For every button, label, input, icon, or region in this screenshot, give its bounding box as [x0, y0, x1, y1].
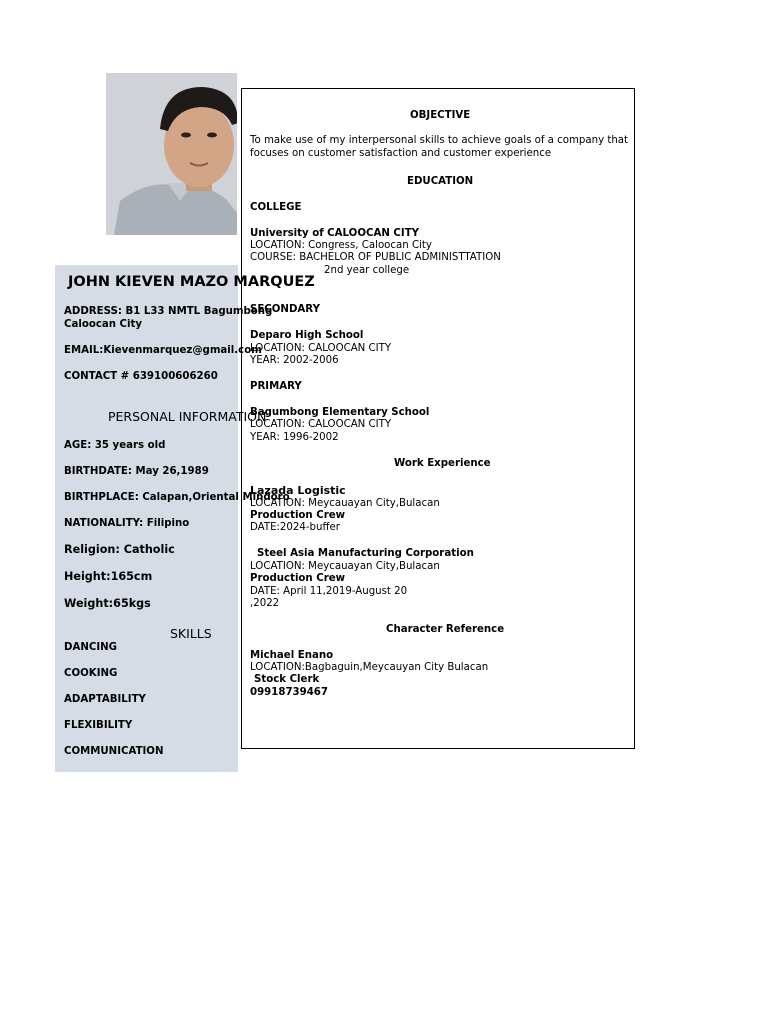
secondary-school: Deparo High School — [250, 330, 364, 341]
college-school: University of CALOOCAN CITY — [250, 228, 420, 239]
job-position: Production Crew — [250, 510, 346, 521]
job-location: LOCATION: Meycauayan City,Bulacan — [250, 561, 440, 572]
job-location: LOCATION: Meycauayan City,Bulacan — [250, 498, 440, 509]
objective-heading: OBJECTIVE — [410, 110, 471, 121]
skills-heading: SKILLS — [170, 626, 212, 641]
primary-school: Bagumbong Elementary School — [250, 407, 430, 418]
education-heading: EDUCATION — [407, 176, 474, 187]
portrait-image — [106, 73, 237, 235]
college-course: COURSE: BACHELOR OF PUBLIC ADMINISTTATION — [250, 252, 501, 263]
secondary-location: LOCATION: CALOOCAN CITY — [250, 343, 392, 354]
objective-line-1: To make use of my interpersonal skills to achieve goals of a company that — [250, 135, 629, 146]
nationality: NATIONALITY: Filipino — [64, 518, 190, 529]
contact-number: CONTACT # 639100606260 — [64, 371, 218, 382]
weight: Weight:65kgs — [64, 597, 151, 610]
primary-location: LOCATION: CALOOCAN CITY — [250, 419, 392, 430]
skill-item: ADAPTABILITY — [64, 694, 146, 705]
secondary-year: YEAR: 2002-2006 — [250, 355, 339, 366]
job-date-line-2: ,2022 — [250, 598, 280, 609]
religion: Religion: Catholic — [64, 543, 175, 556]
personal-info-heading: PERSONAL INFORMATION — [108, 409, 267, 424]
objective-line-2: focuses on customer satisfaction and customer experience — [250, 148, 552, 159]
birthplace: BIRTHPLACE: Calapan,Oriental Mindoro — [64, 492, 290, 503]
college-year-level: 2nd year college — [324, 265, 410, 276]
college-location: LOCATION: Congress, Caloocan City — [250, 240, 432, 251]
work-heading: Work Experience — [394, 458, 491, 469]
skill-item: COMMUNICATION — [64, 746, 164, 757]
primary-year: YEAR: 1996-2002 — [250, 432, 339, 443]
address-line-1: ADDRESS: B1 L33 NMTL Bagumbong — [64, 306, 273, 317]
reference-location: LOCATION:Bagbaguin,Meycauyan City Bulacan — [250, 662, 489, 673]
reference-phone: 09918739467 — [250, 687, 328, 698]
address-line-2: Caloocan City — [64, 319, 143, 330]
reference-name: Michael Enano — [250, 650, 334, 661]
secondary-label: SECONDARY — [250, 304, 320, 315]
job-company: Lazada Logistic — [250, 484, 346, 497]
job-position: Production Crew — [250, 573, 346, 584]
primary-label: PRIMARY — [250, 381, 302, 392]
height: Height:165cm — [64, 570, 153, 583]
reference-position: Stock Clerk — [254, 674, 320, 685]
email: EMAIL:Kievenmarquez@gmail.com — [64, 345, 262, 356]
age: AGE: 35 years old — [64, 440, 166, 451]
job-date: DATE:2024-buffer — [250, 522, 340, 533]
reference-heading: Character Reference — [386, 624, 505, 635]
job-date-line-1: DATE: April 11,2019-August 20 — [250, 586, 408, 597]
skill-item: DANCING — [64, 642, 118, 653]
job-company: Steel Asia Manufacturing Corporation — [257, 548, 474, 559]
skill-item: COOKING — [64, 668, 118, 679]
skill-item: FLEXIBILITY — [64, 720, 133, 731]
birthdate: BIRTHDATE: May 26,1989 — [64, 466, 209, 477]
profile-photo — [106, 73, 237, 235]
candidate-name: JOHN KIEVEN MAZO MARQUEZ — [68, 274, 315, 290]
college-label: COLLEGE — [250, 202, 302, 213]
